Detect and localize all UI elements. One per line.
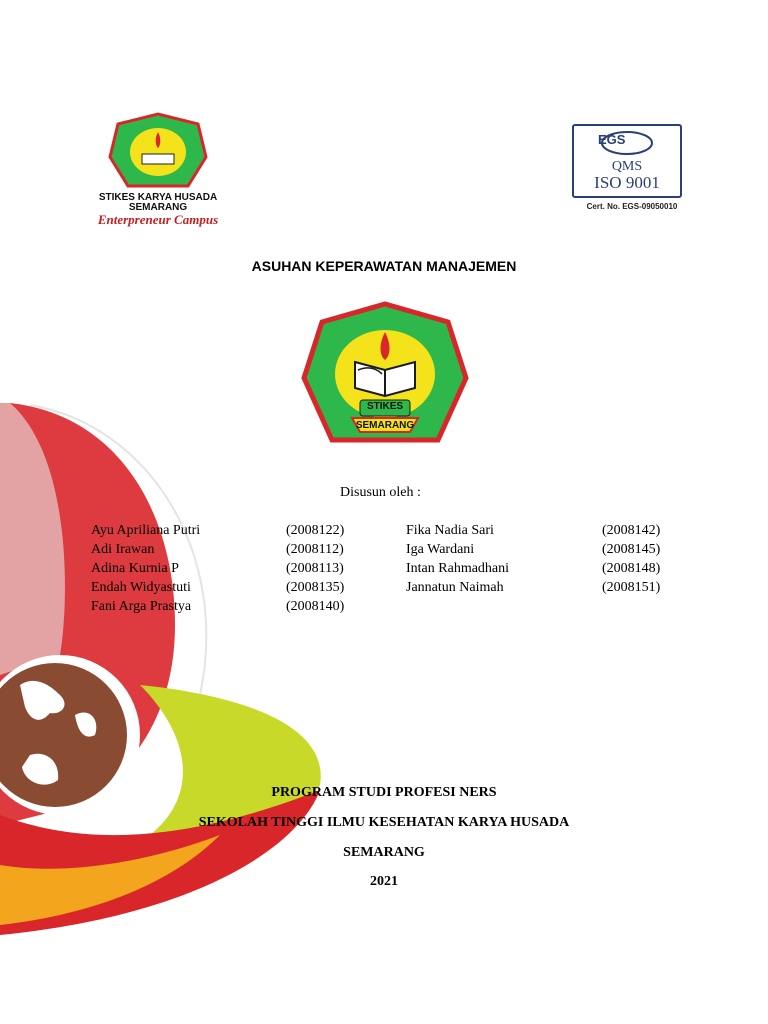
city-name: SEMARANG — [343, 845, 425, 860]
prepared-by-label: Disusun oleh : — [340, 485, 421, 500]
member-id: (2008142) — [602, 523, 661, 538]
stikes-emblem-icon — [108, 112, 208, 192]
iso-certification-logo — [562, 120, 702, 216]
member-id: (2008135) — [286, 580, 345, 595]
member-name: Adina Kurnia P — [91, 561, 179, 576]
member-id: (2008151) — [602, 580, 661, 595]
iso-standard-label: ISO 9001 — [594, 173, 660, 192]
program-name: PROGRAM STUDI PROFESI NERS — [271, 785, 497, 800]
emblem-center-label: STIKES — [366, 401, 404, 412]
member-name: Ayu Apriliana Putri — [91, 523, 201, 538]
member-name: Jannatun Naimah — [406, 580, 504, 595]
member-id: (2008140) — [286, 599, 345, 614]
stikes-header-logo — [78, 112, 238, 230]
year: 2021 — [370, 874, 398, 889]
logo-tagline: Enterpreneur Campus — [97, 212, 219, 227]
logo-name-line-1: STIKES KARYA HUSADA — [98, 192, 218, 203]
institution-name: SEKOLAH TINGGI ILMU KESEHATAN KARYA HUSADA — [198, 815, 570, 830]
member-name: Fika Nadia Sari — [406, 523, 494, 538]
member-name: Fani Arga Prastya — [91, 599, 192, 614]
member-id: (2008145) — [602, 542, 661, 557]
logo-name-line-2: SEMARANG — [128, 202, 188, 213]
iso-qms-label: QMS — [611, 159, 643, 174]
member-name: Iga Wardani — [406, 542, 475, 557]
iso-cert-number: Cert. No. EGS-09050010 — [586, 202, 678, 211]
member-name: Endah Widyastuti — [91, 580, 191, 595]
iso-brand: EGS — [598, 132, 626, 147]
emblem-city-label: SEMARANG — [355, 420, 415, 431]
member-id: (2008122) — [286, 523, 345, 538]
member-id: (2008148) — [602, 561, 661, 576]
member-name: Adi Irawan — [91, 542, 155, 557]
document-title: ASUHAN KEPERAWATAN MANAJEMEN — [251, 258, 517, 274]
member-id: (2008112) — [286, 542, 344, 557]
member-name: Intan Rahmadhani — [406, 561, 510, 576]
member-id: (2008113) — [286, 561, 344, 576]
